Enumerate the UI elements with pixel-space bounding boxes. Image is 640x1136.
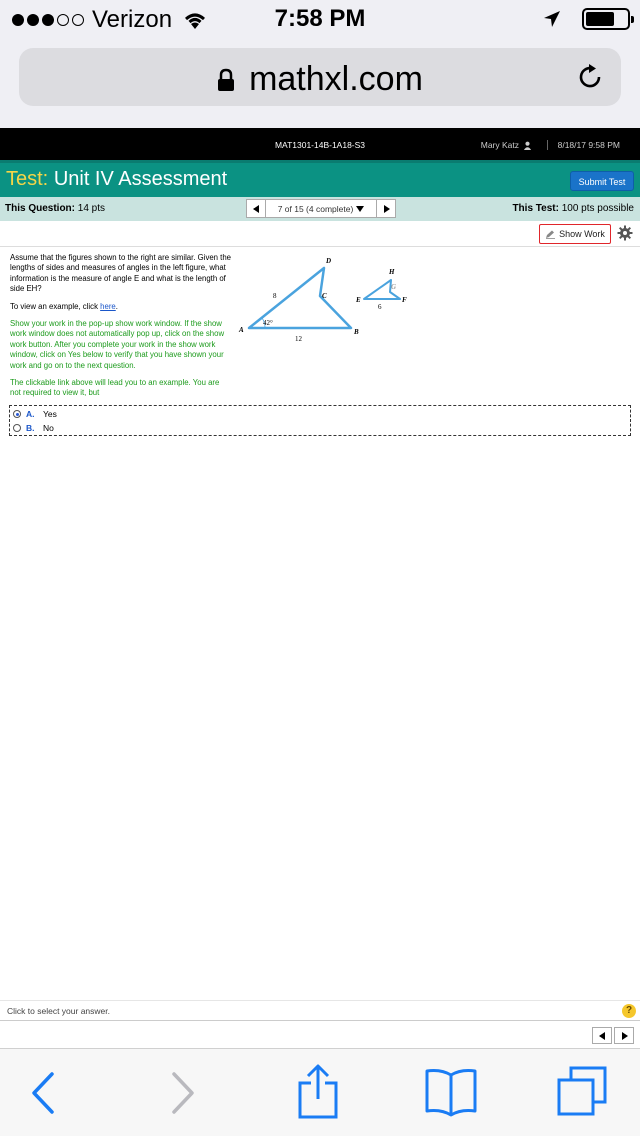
vertex-f: F [402, 296, 407, 304]
arrow-left-icon [253, 205, 260, 213]
bottom-question-nav [0, 1020, 640, 1048]
tabs-icon[interactable] [556, 1065, 608, 1117]
similar-figures [236, 252, 416, 342]
chevron-down-icon [356, 206, 364, 212]
example-link[interactable]: here [100, 301, 116, 311]
question-select[interactable] [266, 199, 376, 218]
example-line [10, 302, 232, 312]
vertex-g: G [391, 283, 397, 291]
question-prompt: Assume that the figures shown to the right are similar. Given the lengths of sides and measures of angles in the left figure, what information is the measure of angle E and what is the length of side EH? [10, 253, 232, 294]
answer-letter-b: B. [26, 423, 35, 433]
bottom-previous-button[interactable] [592, 1027, 612, 1044]
test-title [6, 168, 227, 191]
question-text [10, 253, 232, 399]
user-icon [523, 141, 532, 150]
user-menu[interactable] [481, 140, 532, 150]
pencil-icon [545, 230, 556, 239]
answer-text-b: No [43, 423, 54, 433]
arrow-right-icon [621, 1032, 628, 1040]
url-text: mathxl.com [249, 60, 423, 98]
answer-letter-a: A. [26, 409, 35, 419]
course-id: MAT1301-14B-1A18-S3 [274, 140, 366, 150]
show-work-label: Show Work [559, 229, 605, 239]
submit-test-button[interactable]: Submit Test [570, 171, 634, 191]
status-time: 7:58 PM [274, 5, 366, 32]
test-name: Unit IV Assessment [53, 168, 228, 190]
vertex-e: E [356, 296, 361, 304]
bookmarks-icon[interactable] [424, 1067, 478, 1117]
share-icon[interactable] [296, 1063, 340, 1119]
browser-top-bar [0, 40, 640, 128]
this-test-value: 100 pts possible [561, 203, 634, 214]
arrow-right-icon [383, 205, 390, 213]
instructions: Show your work in the pop-up show work window. If the show work window does not automatically pop up, click on the show work button. After you complete your work in the show work window, click on Yes below to verify that you have shown your work and go on to the next question. [10, 319, 225, 370]
carrier-name: Verizon [92, 6, 173, 33]
side-ad-label: 8 [273, 292, 277, 300]
example-prefix: To view an example, click [10, 301, 101, 311]
show-work-button[interactable] [539, 224, 611, 244]
status-right [542, 8, 630, 30]
answer-option-b[interactable] [13, 423, 54, 433]
user-name: Mary Katz [480, 140, 519, 150]
vertex-a: A [239, 326, 244, 334]
question-points [5, 203, 105, 214]
battery-icon [582, 8, 630, 30]
lock-icon [217, 68, 235, 92]
vertex-h: H [389, 268, 395, 276]
vertex-b: B [354, 328, 359, 336]
side-ef-label: 6 [378, 303, 382, 311]
back-icon[interactable] [30, 1071, 56, 1115]
bottom-next-button[interactable] [614, 1027, 634, 1044]
this-question-value: 14 pts [77, 203, 106, 214]
vertex-d: D [326, 257, 332, 265]
question-progress: 7 of 15 (4 complete) [277, 203, 354, 214]
safari-toolbar [0, 1048, 640, 1136]
radio-a[interactable] [13, 410, 21, 418]
forward-icon[interactable] [170, 1071, 196, 1115]
select-answer-hint: Click to select your answer. [7, 1006, 110, 1016]
arrow-left-icon [599, 1032, 606, 1040]
question-info-bar [0, 197, 640, 221]
course-header [0, 128, 640, 160]
answer-option-a[interactable] [13, 409, 57, 419]
location-arrow-icon [542, 9, 562, 29]
test-title-bar [0, 160, 640, 197]
this-question-label: This Question: [5, 203, 75, 214]
vertex-c: C [322, 292, 327, 300]
example-suffix: . [115, 301, 118, 311]
gear-icon[interactable] [617, 225, 633, 241]
help-button[interactable]: ? [622, 1004, 636, 1018]
question-navigator [246, 199, 396, 218]
question-toolbar [0, 221, 640, 247]
answer-text-a: Yes [43, 409, 57, 419]
test-label: Test: [6, 168, 49, 190]
radio-b[interactable] [13, 424, 21, 432]
answer-choices [9, 405, 631, 436]
address-bar[interactable] [19, 48, 621, 106]
reload-icon[interactable] [575, 62, 605, 92]
next-question-button[interactable] [376, 199, 396, 218]
link-note: The clickable link above will lead you to an example. You are not required to view it, but [10, 378, 220, 398]
test-points [512, 203, 634, 214]
previous-question-button[interactable] [246, 199, 266, 218]
side-ab-label: 12 [295, 335, 302, 342]
footer-divider [0, 1000, 640, 1001]
header-datetime: 8/18/17 9:58 PM [547, 140, 620, 150]
this-test-label: This Test: [512, 203, 559, 214]
status-bar [0, 0, 640, 40]
angle-a-label: 42° [263, 319, 273, 327]
